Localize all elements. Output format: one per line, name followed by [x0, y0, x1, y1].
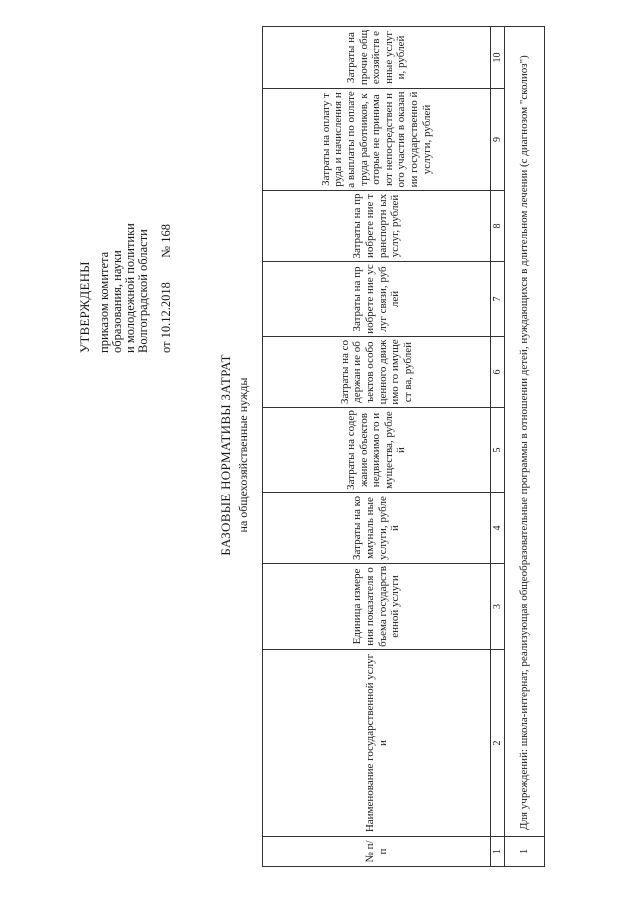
header-cell: Затраты на приобрете ние услуг связи, рублей [263, 262, 491, 337]
column-number: 5 [491, 408, 505, 493]
column-number: 7 [491, 262, 505, 337]
approval-line: и молодежной политики [122, 223, 137, 353]
column-number: 6 [491, 337, 505, 408]
table-row [505, 27, 545, 867]
column-number: 9 [491, 89, 505, 191]
number-prefix: № [159, 245, 174, 258]
date-prefix: от [159, 341, 174, 353]
normatives-table [262, 26, 545, 867]
column-number: 1 [491, 837, 505, 867]
header-cell: Затраты на приобрете ние транспортн ых услуг, рублей [263, 191, 491, 262]
column-number: 2 [491, 650, 505, 837]
header-cell: Затраты на содержание объектов недвижимо го имущества, рублей [263, 408, 491, 493]
approval-line: образования, науки [109, 250, 124, 353]
column-number-row [491, 27, 505, 867]
header-cell: Затраты на коммуналь ные услуги, рублей [263, 493, 491, 564]
approval-stamp [78, 53, 173, 353]
column-number: 8 [491, 191, 505, 262]
approval-title: УТВЕРЖДЕНЫ [77, 261, 92, 353]
header-cell: Наименование государственной услуги [263, 650, 491, 837]
table-header-row [263, 27, 491, 867]
header-cell: Затраты на содержан ие объектов особо ценного движимо го имущест ва, рублей [263, 337, 491, 408]
approval-date: 10.12.2018 [159, 282, 174, 339]
header-cell: № п/п [263, 837, 491, 867]
row-number: 1 [505, 837, 545, 867]
header-cell: Затраты на прочие общехозяйств енные услуги, рублей [263, 27, 491, 89]
header-cell: Единица измерения показателя объема государств енной услуги [263, 564, 491, 650]
document-subtitle: на общехозяйственные нужды [236, 377, 250, 533]
institution-description: Для учреждений: школа-интернат, реализующая общеобразовательные программы в отношении детей, нуждающихся в длительном лечении (с диагнозом "сколиоз") [505, 27, 545, 837]
column-number: 3 [491, 564, 505, 650]
header-cell: Затраты на оплату труда и начисления на выплаты по оплате труда работников, которые не принимают непосредствен ного участия в оказании государственно й услуги, рублей [263, 89, 491, 191]
approval-line: Волгоградской области [136, 229, 151, 353]
approval-date-line [160, 53, 173, 353]
column-number: 4 [491, 493, 505, 564]
document-title: БАЗОВЫЕ НОРМАТИВЫ ЗАТРАТ [218, 354, 233, 556]
approval-number: 168 [159, 224, 174, 243]
column-number: 10 [491, 27, 505, 89]
approval-line: приказом комитета [96, 251, 111, 353]
